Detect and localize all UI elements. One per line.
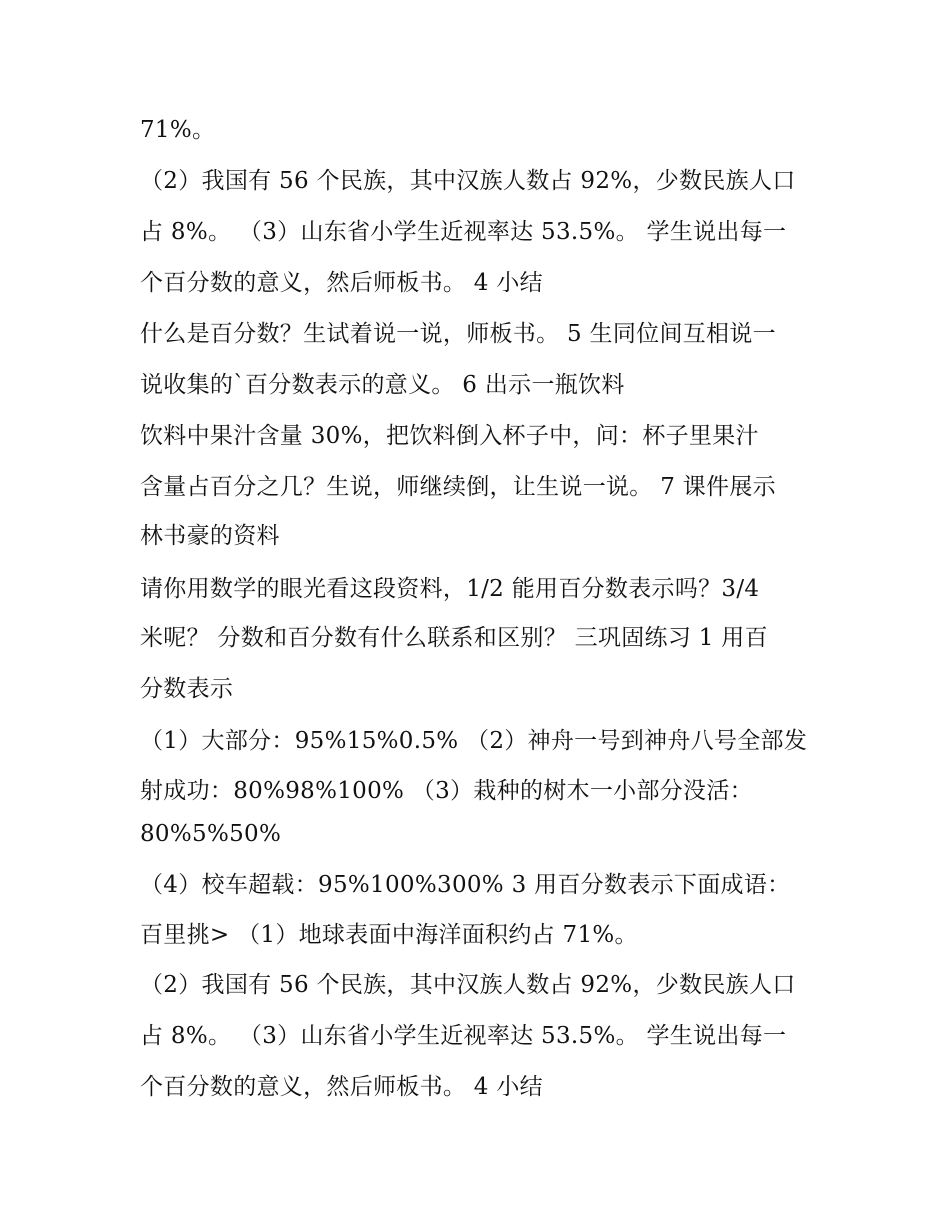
text-line: 射成功：80%98%100% （3）栽种的树木一小部分没活： [140,778,753,804]
text-line: 80%5%50% [140,821,282,847]
text-line: 百里挑> （1）地球表面中海洋面积约占 71%。 [140,922,638,948]
text-line: 71%。 [140,117,216,143]
text-line: （2）我国有 56 个民族，其中汉族人数占 92%，少数民族人口 [140,972,796,998]
text-line: 个百分数的意义，然后师板书。 4 小结 [140,270,543,296]
text-line: 占 8%。 （3）山东省小学生近视率达 53.5%。 学生说出每一 [140,1023,787,1049]
text-line: （1）大部分：95%15%0.5% （2）神舟一号到神舟八号全部发 [140,728,808,754]
text-line: 含量占百分之几？生说，师继续倒，让生说一说。 7 课件展示 [140,474,776,500]
text-line: 占 8%。 （3）山东省小学生近视率达 53.5%。 学生说出每一 [140,219,787,245]
text-line: 什么是百分数？生试着说一说，师板书。 5 生同位间互相说一 [140,321,776,347]
text-line: （4）校车超载：95%100%300% 3 用百分数表示下面成语： [140,872,791,898]
text-line: 饮料中果汁含量 30%，把饮料倒入杯子中，问：杯子里果汁 [140,423,759,449]
text-line: 米呢？ 分数和百分数有什么联系和区别？ 三巩固练习 1 用百 [140,625,768,651]
text-line: 请你用数学的眼光看这段资料，1/2 能用百分数表示吗？3/4 [140,576,760,602]
text-line: 分数表示 [140,676,234,702]
text-line: （2）我国有 56 个民族，其中汉族人数占 92%，少数民族人口 [140,168,796,194]
text-line: 林书豪的资料 [140,523,280,549]
text-line: 个百分数的意义，然后师板书。 4 小结 [140,1074,543,1100]
text-line: 说收集的`百分数表示的意义。 6 出示一瓶饮料 [140,372,625,398]
